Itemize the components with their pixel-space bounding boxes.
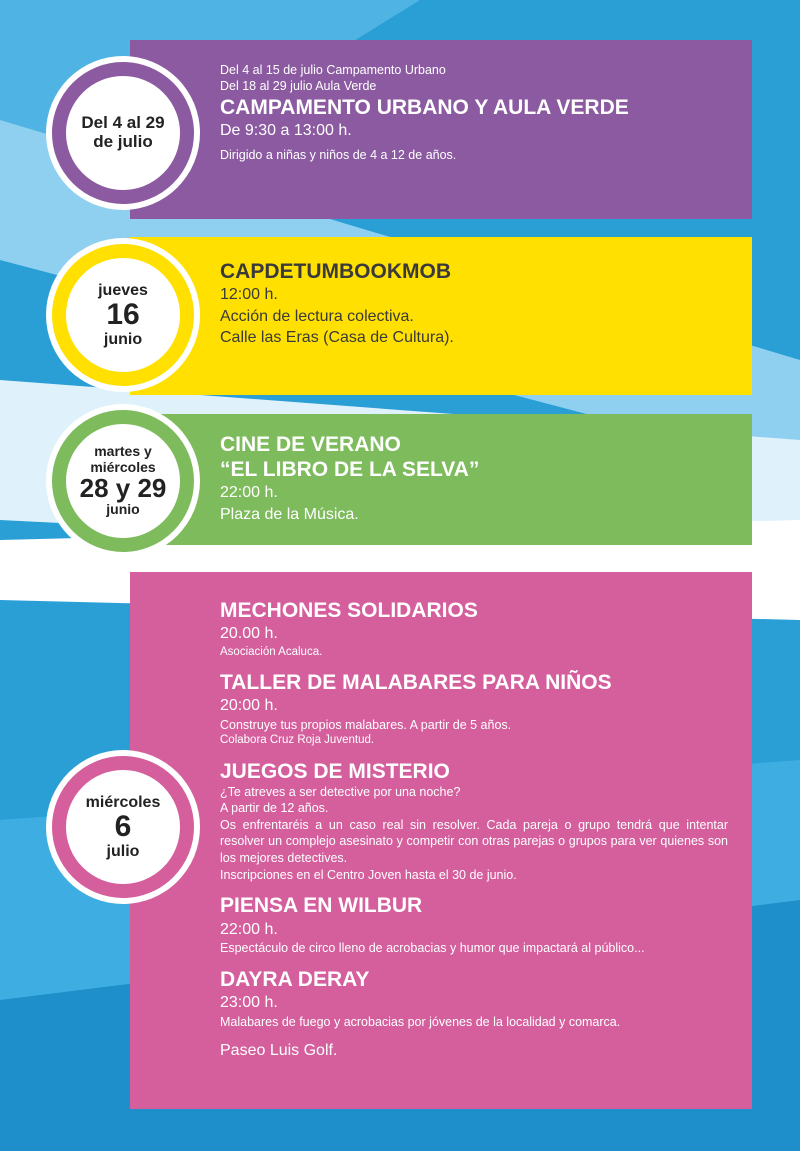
event-line: Os enfrentaréis a un caso real sin resolver. Cada pareja o grupo tendrá que intentar resolver un complejo asesinato y competir con otras parejas o grupos para ver quienes son los mejores detectives. <box>220 817 728 866</box>
date-weekday: jueves <box>98 281 148 299</box>
event-line: Construye tus propios malabares. A partir de 5 años. <box>220 718 512 733</box>
event-pre1: Del 4 al 15 de julio Campamento Urbano <box>220 63 446 77</box>
event-line: Inscripciones en el Centro Joven hasta el 30 de junio. <box>220 868 517 883</box>
event-time: ¿Te atreves a ser detective por una noche? <box>220 785 461 800</box>
event-time: 22:00 h. <box>220 920 278 938</box>
date-month: junio <box>106 501 140 518</box>
event-title: TALLER DE MALABARES PARA NIÑOS <box>220 671 612 695</box>
date-month: julio <box>106 842 140 860</box>
date-weekday-1: martes y <box>94 443 152 460</box>
event-line1: Acción de lectura colectiva. <box>220 307 414 325</box>
event-line: Colabora Cruz Roja Juventud. <box>220 734 375 747</box>
date-circle-1 <box>52 62 194 204</box>
event-desc: Dirigido a niñas y niños de 4 a 12 de años. <box>220 148 457 163</box>
event-title: MECHONES SOLIDARIOS <box>220 599 478 622</box>
date-weekday: miércoles <box>85 793 161 811</box>
event-place: Paseo Luis Golf. <box>220 1042 338 1060</box>
event-pre2: Del 18 al 29 julio Aula Verde <box>220 79 377 94</box>
event-time: 20:00 h. <box>220 697 278 715</box>
event-title: PIENSA EN WILBUR <box>220 894 423 918</box>
event-panel-6-julio <box>130 572 752 1109</box>
event-time: De 9:30 a 13:00 h. <box>220 121 352 139</box>
date-number: 6 <box>114 810 132 844</box>
event-panel-campamento <box>130 40 752 219</box>
event-title-1: CINE DE VERANO <box>220 433 401 456</box>
event-time: 20.00 h. <box>220 625 278 643</box>
event-item <box>220 967 728 1030</box>
date-number: 16 <box>106 298 140 332</box>
date-line-2: de julio <box>93 132 153 151</box>
event-item <box>220 759 728 884</box>
event-title: DAYRA DERAY <box>220 968 370 992</box>
event-line2: Calle las Eras (Casa de Cultura). <box>220 329 454 347</box>
event-panel-cine <box>130 414 752 545</box>
date-circle-3 <box>52 410 194 552</box>
event-time: 12:00 h. <box>220 286 278 304</box>
event-line: Espectáculo de circo lleno de acrobacias y humor que impactará al público... <box>220 941 645 956</box>
event-item <box>220 893 728 957</box>
date-number: 28 y 29 <box>79 473 167 504</box>
event-title-2: “EL LIBRO DE LA SELVA” <box>220 458 480 482</box>
event-title: CAMPAMENTO URBANO Y AULA VERDE <box>220 95 629 119</box>
event-item <box>220 670 728 749</box>
date-circle-4 <box>52 756 194 898</box>
date-circle-2 <box>52 244 194 386</box>
event-place: Plaza de la Música. <box>220 505 359 523</box>
event-line: Malabares de fuego y acrobacias por jóvenes de la localidad y comarca. <box>220 1014 621 1029</box>
event-line: Asociación Acaluca. <box>220 645 323 658</box>
date-weekday-2: miércoles <box>90 458 156 475</box>
event-time: 22:00 h. <box>220 484 278 502</box>
event-time: 23:00 h. <box>220 994 278 1012</box>
event-item <box>220 598 728 660</box>
event-title: CAPDETUMBOOKMOB <box>220 260 451 283</box>
event-panel-capdetumbookmob <box>130 237 752 395</box>
event-line: A partir de 12 años. <box>220 801 329 816</box>
date-month: junio <box>103 330 143 348</box>
date-line-1: Del 4 al 29 <box>81 113 165 133</box>
event-title: JUEGOS DE MISTERIO <box>220 759 450 783</box>
